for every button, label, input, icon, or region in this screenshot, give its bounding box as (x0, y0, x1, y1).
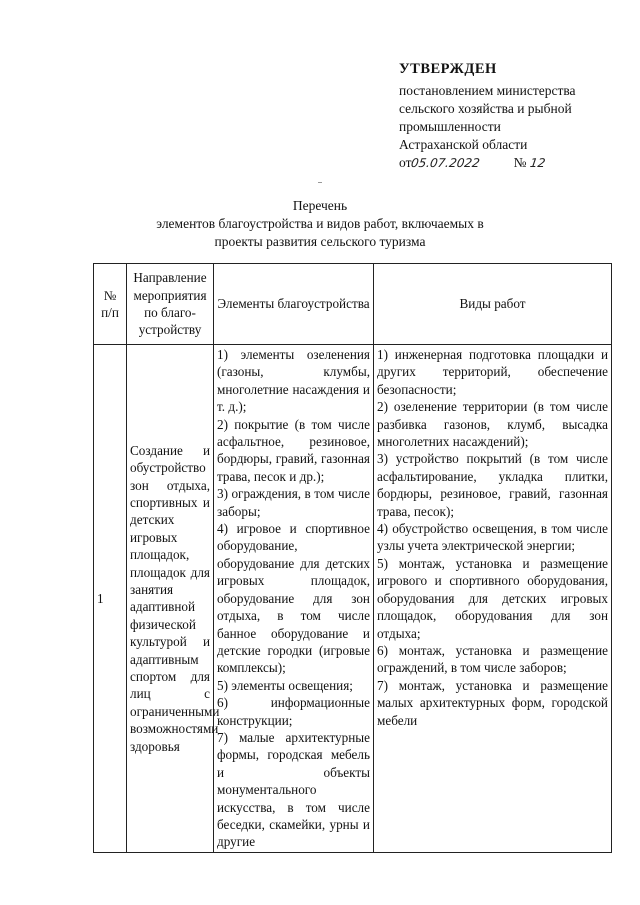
approval-line: постановлением министерства (399, 83, 576, 98)
handwritten-number: 12 (528, 156, 547, 170)
approval-line: сельского хозяйства и рыбной (399, 101, 572, 116)
handwritten-date: 05.07.2022 (410, 156, 482, 170)
number-label: № (513, 155, 527, 170)
element-item: 2) покрытие (в том числе асфальтное, резиновое, бордюры, гравий, газонная трава, песок и др.); (217, 416, 370, 484)
approval-stamp: УТВЕРЖДЕН (399, 61, 497, 77)
approval-line: промышленности (399, 119, 501, 134)
date-prefix: от (399, 155, 412, 170)
header-num: № п/п (94, 264, 127, 345)
works-table (93, 263, 612, 853)
row-num: 1 (94, 345, 127, 853)
element-item: 4) игровое и спортивное оборудование, оборудование для детских игровых площадок, оборудование для зон отдыха, в том числе банное оборудование и детские городки (игровые комплексы); (217, 521, 370, 676)
element-item: 6) информационные конструкции; (217, 695, 370, 728)
row-elements (214, 345, 374, 853)
header-works: Виды работ (374, 264, 612, 345)
title-line: проекты развития сельского туризма (214, 234, 426, 249)
row-direction: Создание и обустройство зон отдыха, спортивных и детских игровых площадок, площадок для занятия адаптивной физической культурой и адаптивным спортом для лиц с ограниченными возможностями здоровья (127, 345, 214, 853)
header-direction: Направление мероприятия по благо-устройству (127, 264, 214, 345)
row-works (374, 345, 612, 853)
element-item: 5) элементы освещения; (217, 677, 353, 693)
header-elements: Элементы благоустройства (214, 264, 374, 345)
title-line: элементов благоустройства и видов работ, включаемых в (156, 216, 484, 231)
title-line: Перечень (292, 198, 348, 213)
work-item: 6) монтаж, установка и размещение ограждений, в том числе заборов; (377, 642, 608, 676)
element-item: 3) ограждения, в том числе заборы; (217, 486, 370, 519)
approval-block (399, 60, 624, 172)
approval-date-line (399, 154, 624, 172)
element-item: 1) элементы озеленения (газоны, клумбы, многолетние насаждения и т. д.); (217, 347, 370, 415)
document-title (120, 197, 520, 251)
work-item: 1) инженерная подготовка площадки и других территорий, обеспечение безопасности; (377, 347, 608, 397)
work-item: 3) устройство покрытий (в том числе асфальтирование, укладка плитки, бордюры, резиновое, гравий, газонная трава, песок); (377, 451, 608, 519)
scan-mark (318, 182, 322, 183)
work-item: 5) монтаж, установка и размещение игрового и спортивного оборудования, оборудования для детских игровых площадок, оборудования для зон отдыха; (377, 555, 608, 641)
element-item: 7) малые архитектурные формы, городская мебель и объекты монументального искусства, в том числе беседки, скамейки, урны и другие (217, 729, 370, 850)
work-item: 4) обустройство освещения, в том числе узлы учета электрической энергии; (377, 521, 608, 554)
approval-line: Астраханской области (399, 137, 528, 152)
work-item: 2) озеленение территории (в том числе разбивка газонов, клумб, высадка многолетних насаждений); (377, 399, 608, 450)
table-row (94, 345, 612, 853)
table-header-row (94, 264, 612, 345)
work-item: 7) монтаж, установка и размещение малых архитектурных форм, городской мебели (377, 677, 608, 728)
